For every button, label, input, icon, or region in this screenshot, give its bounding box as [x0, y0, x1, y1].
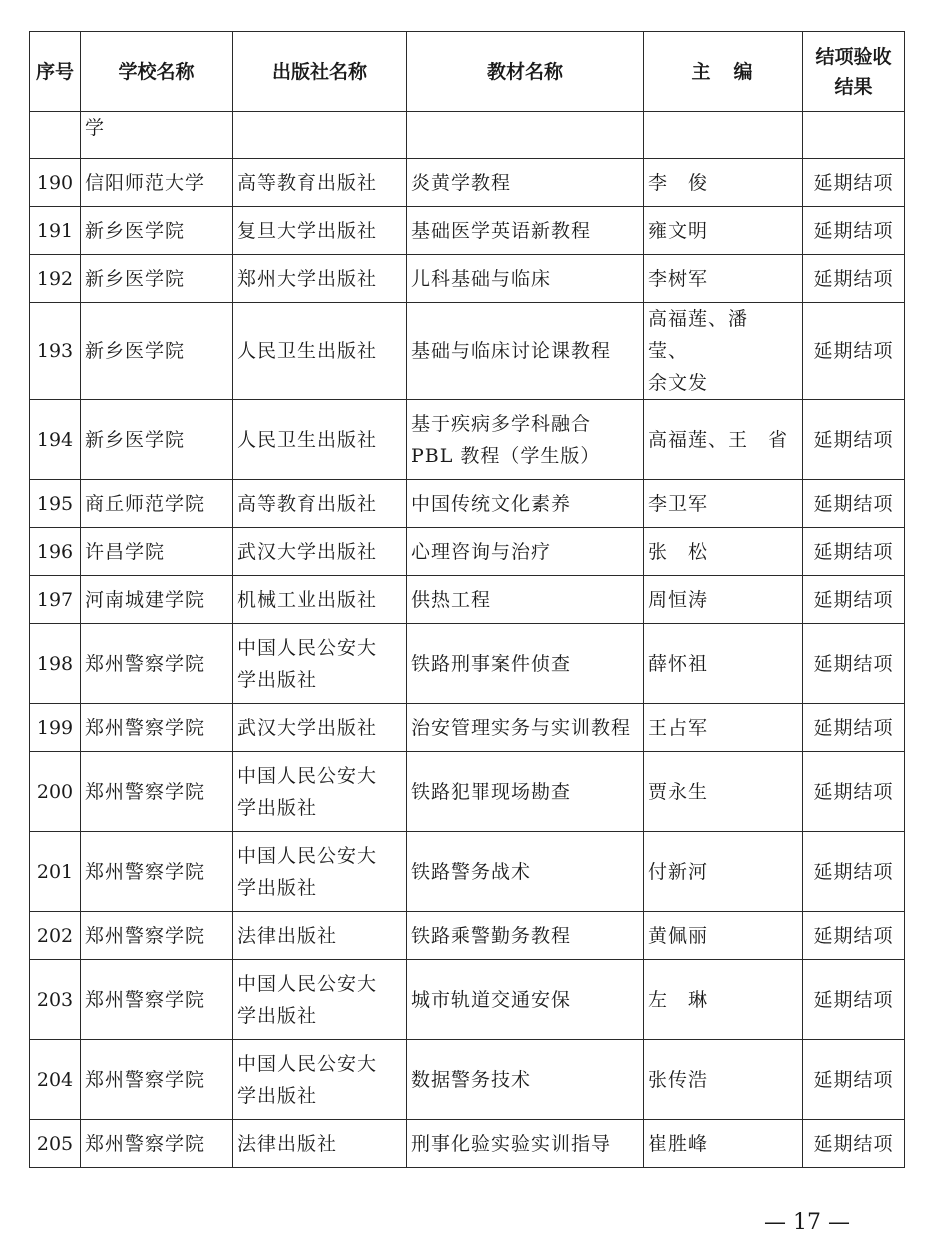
table-row: [30, 624, 905, 704]
cell-title: 中国传统文化素养: [407, 480, 644, 528]
header-title: 教材名称: [407, 32, 644, 112]
cell-result: 延期结项: [803, 624, 905, 704]
cell-publisher: 中国人民公安大 学出版社: [233, 1040, 407, 1120]
cell-title: 心理咨询与治疗: [407, 528, 644, 576]
table-row: [30, 528, 905, 576]
cell-result: 延期结项: [803, 912, 905, 960]
cell-publisher: 法律出版社: [233, 912, 407, 960]
cell-publisher: 中国人民公安大 学出版社: [233, 752, 407, 832]
continued-row: [30, 112, 905, 159]
cell-result: 延期结项: [803, 704, 905, 752]
cell-title: 铁路刑事案件侦查: [407, 624, 644, 704]
cell-title: 炎黄学教程: [407, 159, 644, 207]
cell-editor: 李 俊: [644, 159, 803, 207]
cell-seq: 198: [30, 624, 81, 704]
cell-editor: 李卫军: [644, 480, 803, 528]
cell-publisher: 武汉大学出版社: [233, 704, 407, 752]
cell-title: 基础医学英语新教程: [407, 207, 644, 255]
cell-publisher: 高等教育出版社: [233, 159, 407, 207]
table-row: [30, 303, 905, 400]
cell-publisher: 郑州大学出版社: [233, 255, 407, 303]
cell-publisher: 中国人民公安大 学出版社: [233, 624, 407, 704]
cell-result: 延期结项: [803, 528, 905, 576]
cell-seq: 193: [30, 303, 81, 400]
cell-seq: [30, 112, 81, 159]
table-row: [30, 255, 905, 303]
table-row: [30, 480, 905, 528]
cell-publisher: 武汉大学出版社: [233, 528, 407, 576]
cell-editor: 薛怀祖: [644, 624, 803, 704]
table-row: [30, 207, 905, 255]
table-row: [30, 912, 905, 960]
cell-school: 新乡医学院: [81, 207, 233, 255]
cell-seq: 190: [30, 159, 81, 207]
cell-publisher: 复旦大学出版社: [233, 207, 407, 255]
cell-school: 信阳师范大学: [81, 159, 233, 207]
cell-editor: 李树军: [644, 255, 803, 303]
cell-seq: 192: [30, 255, 81, 303]
cell-result: 延期结项: [803, 832, 905, 912]
cell-result: 延期结项: [803, 1040, 905, 1120]
cell-editor: 崔胜峰: [644, 1120, 803, 1168]
cell-result: 延期结项: [803, 576, 905, 624]
cell-seq: 202: [30, 912, 81, 960]
cell-title: 铁路警务战术: [407, 832, 644, 912]
table-row: [30, 704, 905, 752]
cell-school: 商丘师范学院: [81, 480, 233, 528]
table-row: [30, 832, 905, 912]
cell-seq: 201: [30, 832, 81, 912]
cell-publisher: 人民卫生出版社: [233, 303, 407, 400]
cell-seq: 194: [30, 400, 81, 480]
cell-title: 基础与临床讨论课教程: [407, 303, 644, 400]
cell-school: 郑州警察学院: [81, 624, 233, 704]
cell-publisher: 法律出版社: [233, 1120, 407, 1168]
cell-title: 基于疾病多学科融合 PBL 教程（学生版）: [407, 400, 644, 480]
cell-school: 郑州警察学院: [81, 1040, 233, 1120]
cell-editor: 张 松: [644, 528, 803, 576]
cell-school: 郑州警察学院: [81, 1120, 233, 1168]
cell-seq: 199: [30, 704, 81, 752]
cell-editor: 雍文明: [644, 207, 803, 255]
cell-editor: 张传浩: [644, 1040, 803, 1120]
cell-editor: [644, 112, 803, 159]
textbook-table: [29, 31, 905, 1168]
cell-school: 郑州警察学院: [81, 912, 233, 960]
cell-publisher: 人民卫生出版社: [233, 400, 407, 480]
cell-school: 新乡医学院: [81, 400, 233, 480]
cell-result: 延期结项: [803, 752, 905, 832]
table-row: [30, 752, 905, 832]
cell-school: 郑州警察学院: [81, 832, 233, 912]
table-row: [30, 1120, 905, 1168]
cell-result: [803, 112, 905, 159]
cell-result: 延期结项: [803, 159, 905, 207]
cell-title: 治安管理实务与实训教程: [407, 704, 644, 752]
table-row: [30, 159, 905, 207]
cell-title: [407, 112, 644, 159]
cell-title: 数据警务技术: [407, 1040, 644, 1120]
table-row: [30, 400, 905, 480]
cell-publisher: 机械工业出版社: [233, 576, 407, 624]
header-result: 结项验收 结果: [803, 32, 905, 112]
cell-title: 铁路犯罪现场勘查: [407, 752, 644, 832]
cell-title: 刑事化验实验实训指导: [407, 1120, 644, 1168]
cell-seq: 197: [30, 576, 81, 624]
cell-seq: 200: [30, 752, 81, 832]
cell-editor: 王占军: [644, 704, 803, 752]
cell-editor: 黄佩丽: [644, 912, 803, 960]
cell-seq: 196: [30, 528, 81, 576]
cell-result: 延期结项: [803, 400, 905, 480]
cell-editor: 高福莲、王 省: [644, 400, 803, 480]
cell-school: 河南城建学院: [81, 576, 233, 624]
cell-school: 郑州警察学院: [81, 960, 233, 1040]
cell-school: 新乡医学院: [81, 255, 233, 303]
cell-seq: 203: [30, 960, 81, 1040]
cell-result: 延期结项: [803, 1120, 905, 1168]
cell-result: 延期结项: [803, 303, 905, 400]
cell-seq: 195: [30, 480, 81, 528]
header-publisher: 出版社名称: [233, 32, 407, 112]
cell-result: 延期结项: [803, 207, 905, 255]
cell-editor: 贾永生: [644, 752, 803, 832]
cell-title: 城市轨道交通安保: [407, 960, 644, 1040]
cell-publisher: 中国人民公安大 学出版社: [233, 832, 407, 912]
table-row: [30, 960, 905, 1040]
cell-school: 郑州警察学院: [81, 752, 233, 832]
header-row: [30, 32, 905, 112]
cell-editor: 高福莲、潘 莹、 余文发: [644, 303, 803, 400]
cell-seq: 191: [30, 207, 81, 255]
table-row: [30, 1040, 905, 1120]
cell-school: 学: [81, 112, 233, 159]
cell-school: 新乡医学院: [81, 303, 233, 400]
cell-editor: 左 琳: [644, 960, 803, 1040]
cell-school: 郑州警察学院: [81, 704, 233, 752]
cell-result: 延期结项: [803, 480, 905, 528]
cell-title: 铁路乘警勤务教程: [407, 912, 644, 960]
cell-seq: 204: [30, 1040, 81, 1120]
header-seq: 序号: [30, 32, 81, 112]
cell-publisher: [233, 112, 407, 159]
header-editor: 主 编: [644, 32, 803, 112]
page-number: — 17 —: [764, 1210, 850, 1235]
cell-editor: 周恒涛: [644, 576, 803, 624]
cell-title: 供热工程: [407, 576, 644, 624]
header-school: 学校名称: [81, 32, 233, 112]
cell-publisher: 高等教育出版社: [233, 480, 407, 528]
cell-school: 许昌学院: [81, 528, 233, 576]
cell-publisher: 中国人民公安大 学出版社: [233, 960, 407, 1040]
cell-result: 延期结项: [803, 960, 905, 1040]
cell-title: 儿科基础与临床: [407, 255, 644, 303]
cell-result: 延期结项: [803, 255, 905, 303]
cell-editor: 付新河: [644, 832, 803, 912]
cell-seq: 205: [30, 1120, 81, 1168]
table-row: [30, 576, 905, 624]
